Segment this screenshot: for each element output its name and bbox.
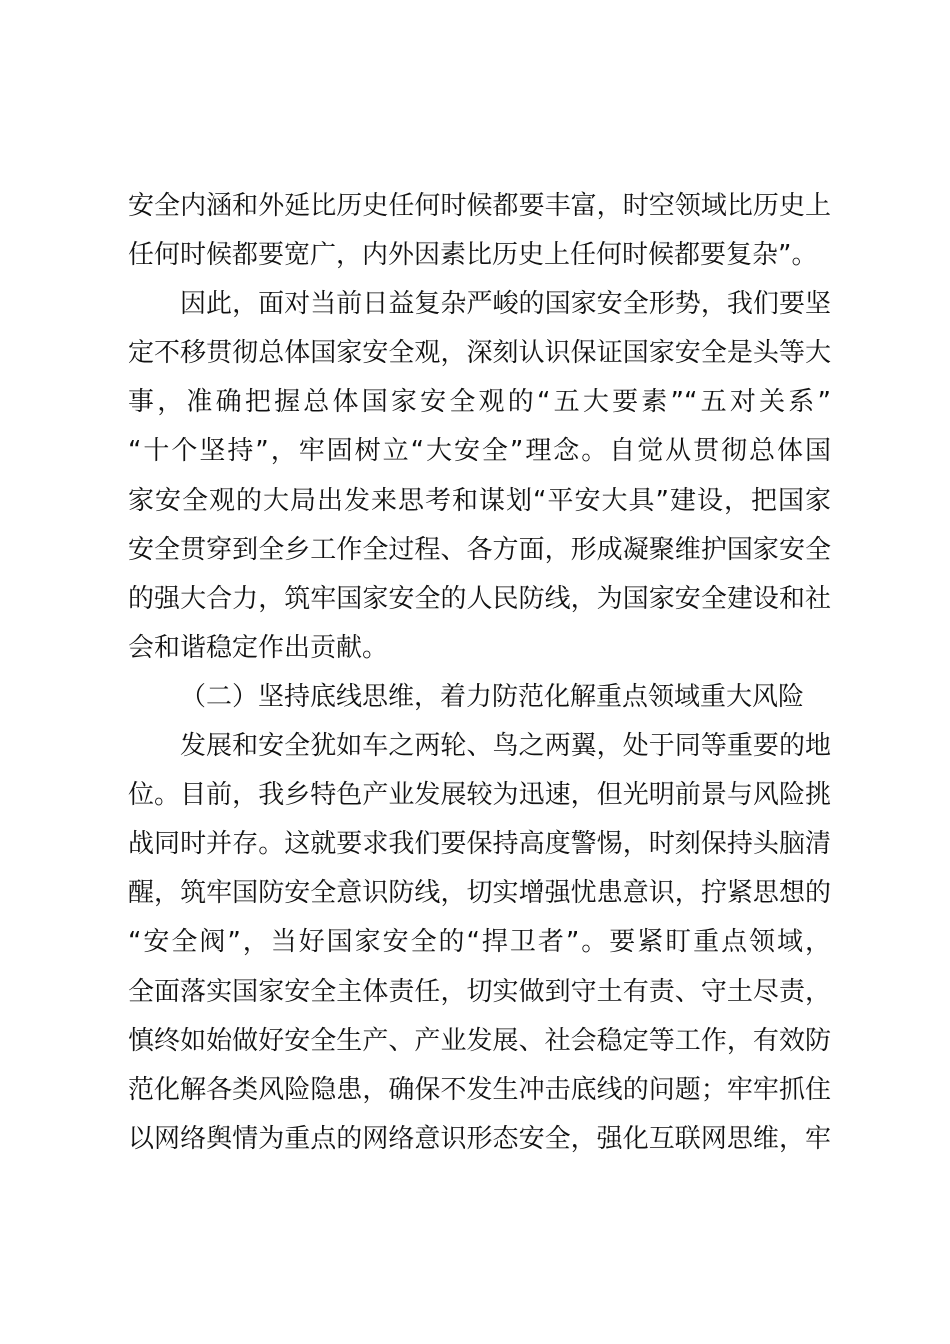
text-line: 定不移贯彻总体国家安全观，深刻认识保证国家安全是头等大 xyxy=(128,338,831,369)
text-line: 以网络舆情为重点的网络意识形态安全，强化互联网思维，牢 xyxy=(128,1123,831,1154)
text-line: 的强大合力，筑牢国家安全的人民防线，为国家安全建设和社 xyxy=(128,583,831,614)
text-line: 安全内涵和外延比历史任何时候都要丰富，时空领域比历史上 xyxy=(128,191,831,221)
text-line: 家安全观的大局出发来思考和谋划“平安大具”建设，把国家 xyxy=(128,485,831,516)
paragraph-first-line: 因此，面对当前日益复杂严峻的国家安全形势，我们要坚 xyxy=(180,289,831,320)
text-line: 慎终如始做好安全生产、产业发展、社会稳定等工作，有效防 xyxy=(128,1025,831,1056)
text-line: “安全阀”，当好国家安全的“捍卫者”。要紧盯重点领域， xyxy=(128,927,831,958)
text-line: 全面落实国家安全主体责任，切实做到守土有责、守土尽责， xyxy=(128,976,831,1007)
text-line: 醒，筑牢国防安全意识防线，切实增强忧患意识，拧紧思想的 xyxy=(128,878,831,909)
text-line: 任何时候都要宽广，内外因素比历史上任何时候都要复杂”。 xyxy=(128,240,818,271)
section-heading: （二）坚持底线思维，着力防范化解重点领域重大风险 xyxy=(180,681,805,712)
text-line: “十个坚持”，牢固树立“大安全”理念。自觉从贯彻总体国 xyxy=(128,436,831,467)
text-line: 范化解各类风险隐患，确保不发生冲击底线的问题；牢牢抓住 xyxy=(128,1074,831,1105)
paragraph-first-line: 发展和安全犹如车之两轮、鸟之两翼，处于同等重要的地 xyxy=(180,731,831,762)
text-line: 位。目前，我乡特色产业发展较为迅速，但光明前景与风险挑 xyxy=(128,780,831,811)
text-line: 安全贯穿到全乡工作全过程、各方面，形成凝聚维护国家安全 xyxy=(128,534,831,565)
text-line: 会和谐稳定作出贡献。 xyxy=(128,632,389,663)
document-body xyxy=(128,182,831,1164)
text-line: 事，准确把握总体国家安全观的“五大要素”“五对关系” xyxy=(128,387,831,418)
text-line: 战同时并存。这就要求我们要保持高度警惕，时刻保持头脑清 xyxy=(128,829,831,860)
